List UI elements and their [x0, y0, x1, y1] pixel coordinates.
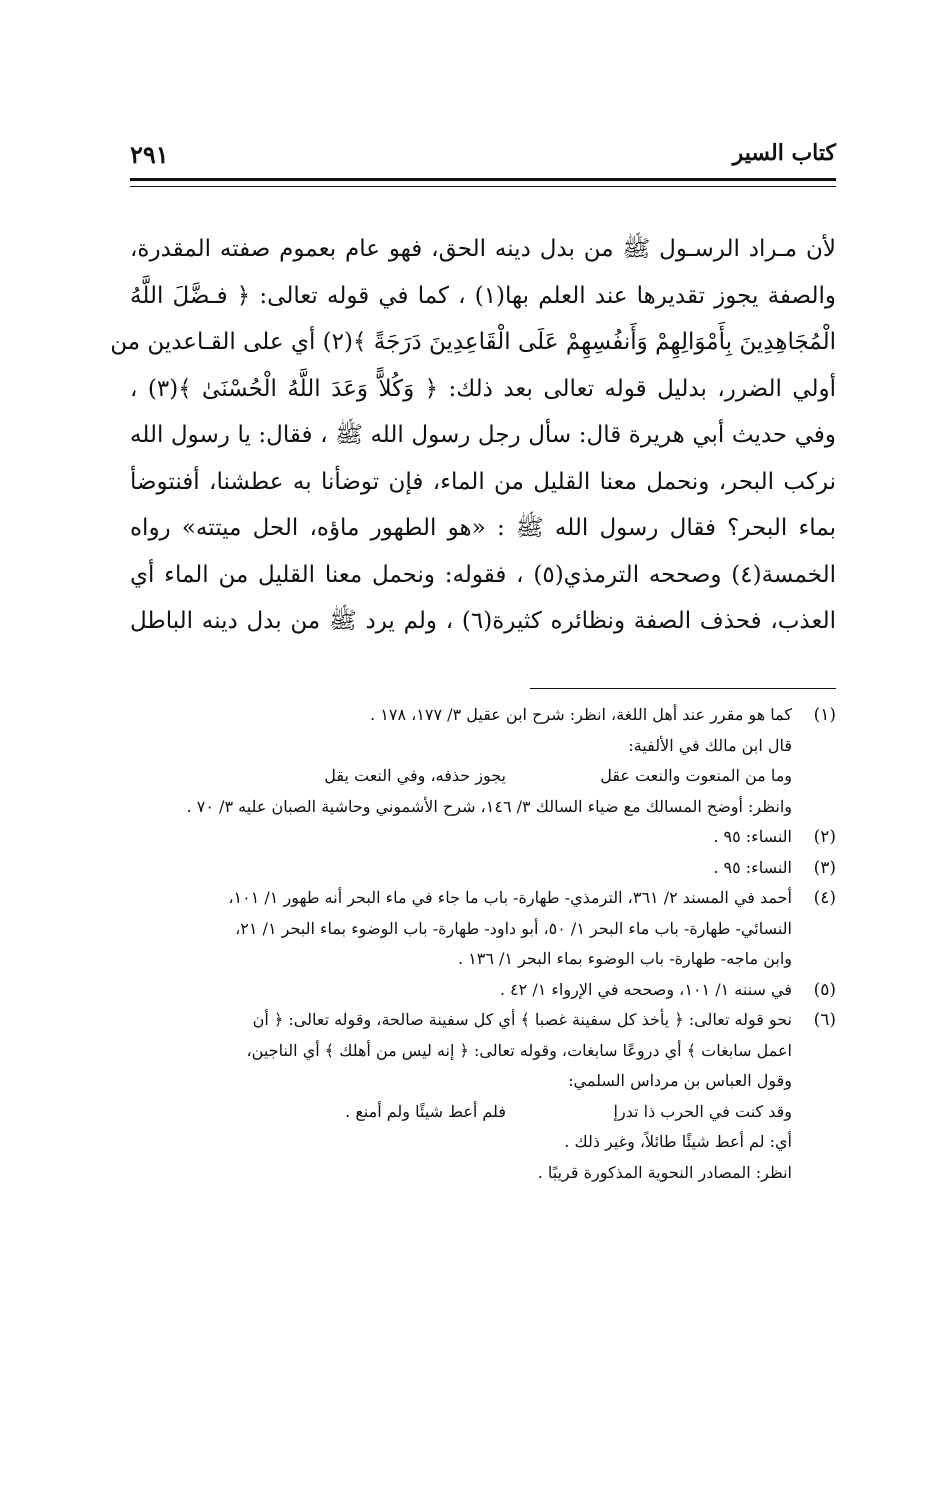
- verse-hemistich-a: وما من المنعوت والنعت عقل: [600, 766, 792, 785]
- footnote-4-line: [130, 914, 836, 945]
- header-rule: [130, 178, 836, 181]
- footnote-text: وابن ماجه- طهارة- باب الوضوء بماء البحر ١/ ١٣٦ .: [457, 949, 792, 968]
- footnote-text: النساء: ٩٥ .: [713, 827, 792, 846]
- footnote-1-line: [130, 792, 836, 823]
- footnote-5: [130, 975, 836, 1006]
- footnote-text: نحو قوله تعالى: ﴿ يأخذ كل سفينة غصبا ﴾ أي كل سفينة صالحة، وقوله تعالى: ﴿ أن: [252, 1010, 792, 1029]
- footnote-text: انظر: المصادر النحوية المذكورة قريبًا .: [537, 1162, 792, 1182]
- footnote-6-line: [130, 1158, 836, 1189]
- text-line: أولي الضرر، بدليل قوله تعالى بعد ذلك: ﴿ وَكُلاًّ وَعَدَ اللَّهُ الْحُسْنَىٰ ﴾(٣) ،: [130, 375, 836, 402]
- footnote-number: (٣): [813, 857, 836, 878]
- verse-hemistich-b: فلم أعط شيئًا ولم أمنع .: [345, 1101, 506, 1121]
- text-line: العذب، فحذف الصفة ونظائره كثيرة(٦) ، ولم يرد ﷺ من بدل دينه الباطل: [130, 608, 836, 634]
- footnote-text: قال ابن مالك في الألفية:: [628, 735, 792, 755]
- footnote-number: (٦): [813, 1010, 836, 1030]
- footnote-1: [130, 700, 836, 731]
- text-line: وفي حديث أبي هريرة قال: سأل رجل رسول الله ﷺ ، فقال: يا رسول الله: [130, 422, 836, 448]
- footnote-1-verse: [130, 761, 836, 792]
- footnote-text: النسائي- طهارة- باب ماء البحر ١/ ٥٠، أبو داود- طهارة- باب الوضوء بماء البحر ١/ ٢١،: [235, 918, 792, 938]
- footnote-6-line: [130, 1127, 836, 1158]
- text-line: بماء البحر؟ فقال رسول الله ﷺ : «هو الطهور ماؤه، الحل ميتته» رواه: [130, 515, 836, 541]
- text-line: الْمُجَاهِدِينَ بِأَمْوَالِهِمْ وَأَنفُسِهِمْ عَلَى الْقَاعِدِينَ دَرَجَةً ﴾(٢) أي على القـاعدين من: [110, 329, 836, 355]
- footnote-text: اعمل سابغات ﴾ أي دروعًا سابغات، وقوله تعالى: ﴿ إنه ليس من أهلك ﴾ أي الناجين،: [246, 1040, 792, 1060]
- footnote-1-line: [130, 731, 836, 762]
- footnote-4-line: [130, 944, 836, 975]
- footnote-text: كما هو مقرر عند أهل اللغة، انظر: شرح ابن عقيل ٣/ ١٧٧، ١٧٨ .: [370, 705, 792, 724]
- footnote-6-line: [130, 1066, 836, 1097]
- footnote-6-line: [130, 1036, 836, 1067]
- footnote-number: (٢): [813, 827, 836, 847]
- text-line: والصفة يجوز تقديرها عند العلم بها(١) ، كما في قوله تعالى: ﴿ فـضَّلَ اللَّهُ: [130, 282, 836, 309]
- text-line: نركب البحر، ونحمل معنا القليل من الماء، فإن توضأنا به عطشنا، أفنتوضأ: [130, 468, 836, 495]
- chapter-title: كتاب السير: [732, 140, 836, 166]
- footnote-number: (٥): [813, 979, 836, 1000]
- footnote-text: أي: لم أعط شيئًا طائلاً، وغير ذلك .: [564, 1132, 792, 1151]
- main-text: [110, 226, 836, 645]
- footnote-text: النساء: ٩٥ .: [713, 857, 792, 877]
- footnote-number: (١): [813, 705, 836, 725]
- footnote-text: في سننه ١/ ١٠١، وصححه في الإرواء ١/ ٤٢ .: [499, 979, 792, 999]
- text-line: لأن مـراد الرسـول ﷺ من بدل دينه الحق، فهو عام بعموم صفته المقدرة،: [130, 236, 836, 262]
- text-line: الخمسة(٤) وصححه الترمذي(٥) ، فقوله: ونحمل معنا القليل من الماء أي: [130, 561, 836, 588]
- footnote-3: [130, 853, 836, 884]
- running-header: [130, 140, 836, 176]
- footnote-6: [130, 1005, 836, 1036]
- verse-hemistich-a: وقد كنت في الحرب ذا تدرإ: [613, 1101, 792, 1121]
- footnote-4: [130, 883, 836, 914]
- footnote-number: (٤): [813, 888, 836, 908]
- verse-hemistich-b: يجوز حذفه، وفي النعت يقل: [324, 766, 506, 785]
- footnote-text: وقول العباس بن مرداس السلمي:: [568, 1071, 792, 1090]
- footnote-text: أحمد في المسند ٢/ ٣٦١، الترمذي- طهارة- باب ما جاء في ماء البحر أنه طهور ١/ ١٠١،: [228, 888, 792, 907]
- footnote-separator: [530, 688, 836, 689]
- page-number: ٢٩١: [130, 140, 169, 169]
- footnote-text: وانظر: أوضح المسالك مع ضياء السالك ٣/ ١٤٦، شرح الأشموني وحاشية الصبان عليه ٣/ ٧٠ .: [186, 796, 792, 816]
- footnote-2: [130, 822, 836, 853]
- header-rule-thin: [130, 186, 836, 187]
- footnotes: [130, 700, 836, 1188]
- footnote-6-verse: [130, 1097, 836, 1128]
